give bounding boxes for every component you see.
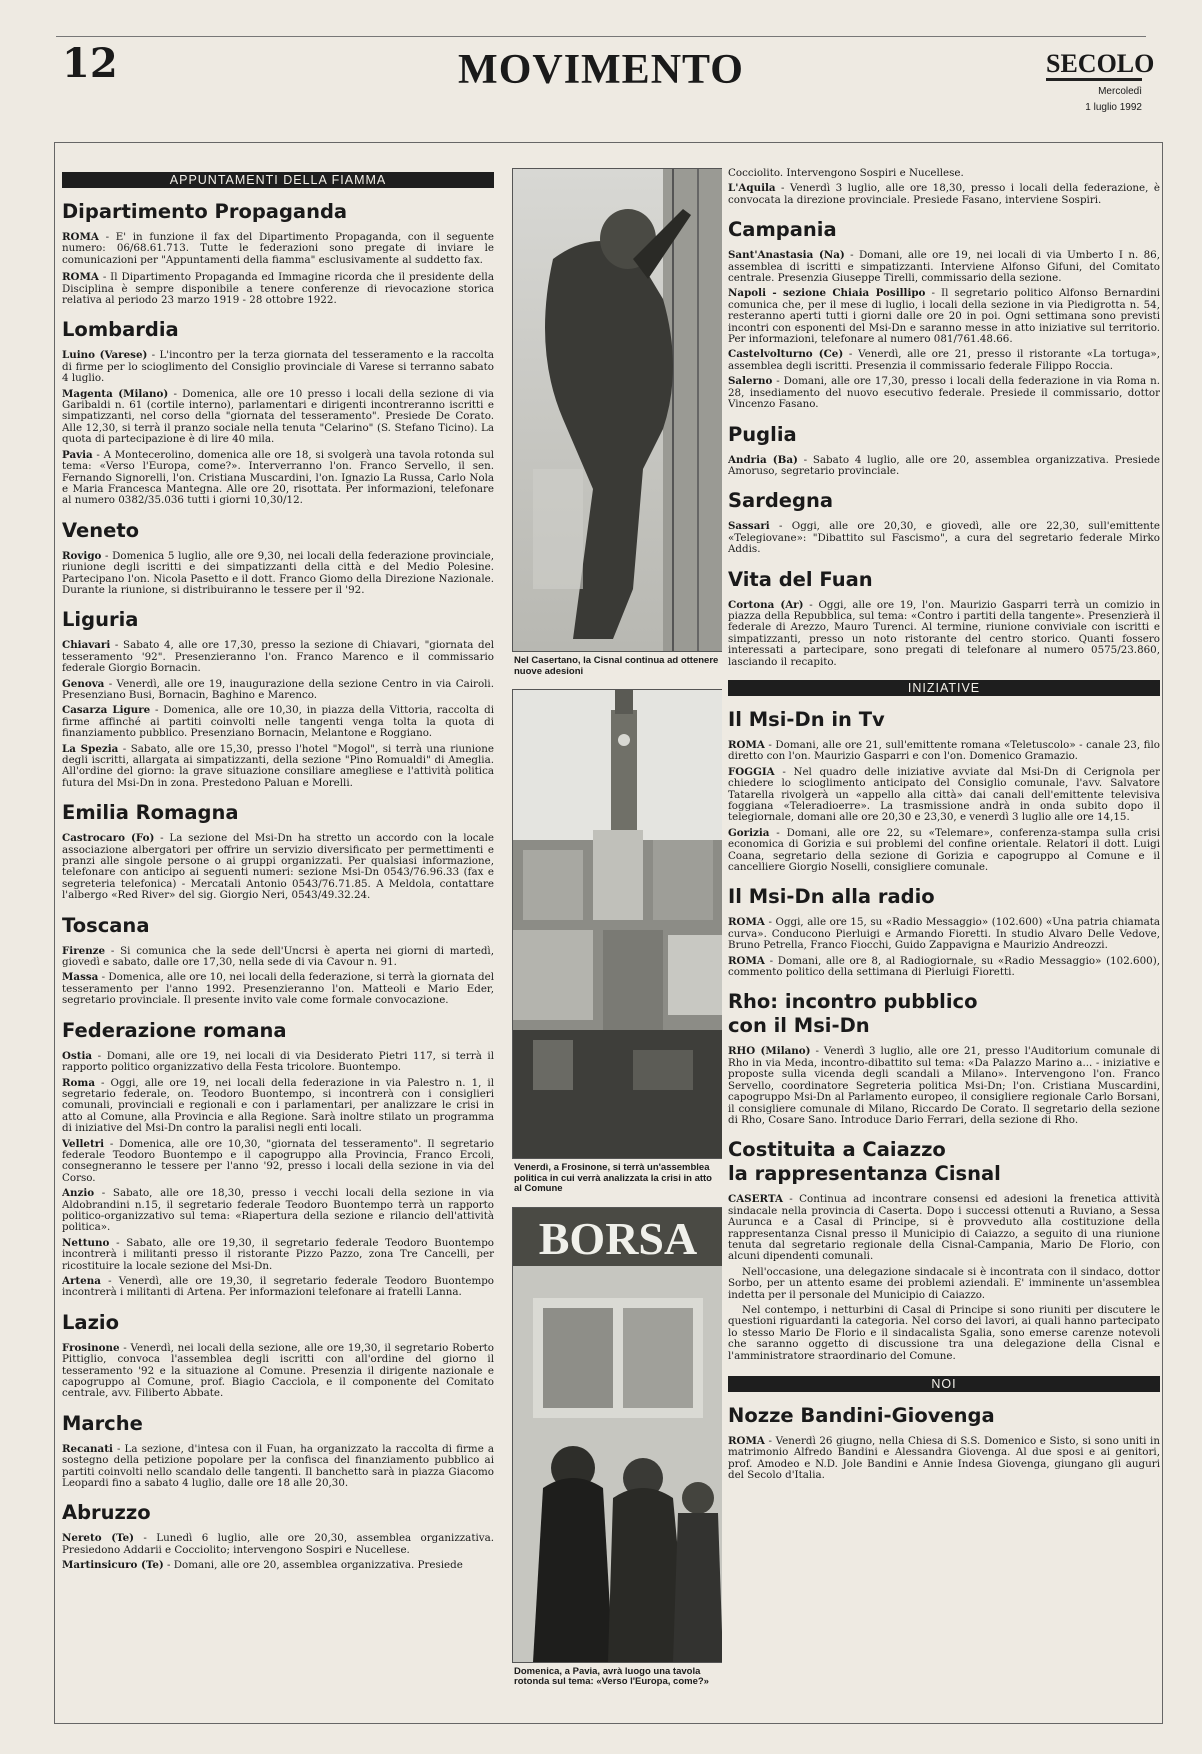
item-paragraph (728, 600, 1160, 668)
item-place: ROMA (728, 916, 765, 929)
item-place: ROMA (728, 738, 765, 751)
item-place: Nettuno (62, 1236, 110, 1249)
continued-text: Cocciolito. Intervengono Sospiri e Nucellese. (728, 168, 964, 179)
item-paragraph (62, 972, 494, 1006)
item-paragraph (728, 250, 1160, 284)
heading-campania: Campania (728, 218, 837, 242)
item-place: L'Aquila (728, 182, 776, 195)
left-column (62, 168, 494, 1718)
item-place: Nereto (Te) (62, 1532, 135, 1545)
heading-msi-radio: Il Msi-Dn alla radio (728, 885, 935, 909)
heading-msi-tv: Il Msi-Dn in Tv (728, 707, 885, 731)
masthead (1046, 49, 1155, 113)
item-text: - Oggi, alle ore 15, su «Radio Messaggio» (102.600) «Una patria chiamata curva». Conducono Pierluigi e Armando Fioretti. In studio Alvaro Delle Vedove, Bruno Petrella, Franco Fiocchi, Guido Zappavigna e Maurizio Andreozzi. (728, 916, 1160, 952)
item-place: Frosinone (62, 1341, 120, 1354)
item-paragraph (728, 956, 1160, 979)
item-paragraph (728, 1046, 1160, 1126)
item-paragraph (728, 349, 1160, 372)
item-paragraph (62, 679, 494, 702)
item-paragraph (62, 1276, 494, 1299)
section-title: MOVIMENTO (458, 47, 744, 93)
item-paragraph (62, 450, 494, 507)
item-text: - Sabato, alle ore 15,30, presso l'hotel "Mogol", si terrà una riunione degli iscritti, allargata ai simpatizzanti, della sezione "Pino Romualdi" di Ameglia. All'ordine del giorno: la grave situazione consiliare amegliese e l'attività politica futura del Msi-Dn in zona. Prestedono Paluan e Morelli. (62, 742, 494, 789)
item-text: - Si comunica che la sede dell'Uncrsi è aperta nei giorni di martedì, giovedì e sabato, dalle ore 17,30, nella sede di via Cavour n. 91. (62, 944, 494, 969)
heading-puglia: Puglia (728, 422, 797, 446)
item-paragraph (62, 1444, 494, 1490)
item-place: CASERTA (728, 1193, 783, 1206)
item-paragraph (62, 640, 494, 674)
heading-nozze: Nozze Bandini-Giovenga (728, 1404, 995, 1427)
item-place: ROMA (62, 231, 99, 243)
item-paragraph (62, 1051, 494, 1074)
item-place: Martinsicuro (Te) (62, 1559, 164, 1572)
photo-caption-3: Domenica, a Pavia, avrà luogo una tavola rotonda sul tema: «Verso l'Europa, come?» (514, 1665, 709, 1687)
item-place: Luino (Varese) (62, 349, 148, 362)
date-weekday: Mercoledì (1098, 86, 1142, 97)
heading-rho-line1: Rho: incontro pubblico (728, 990, 978, 1014)
photo-column (512, 168, 722, 1718)
item-text: - La sezione del Msi-Dn ha stretto un accordo con la locale associazione albergatori per offrire un servizio diversificato per permettimenti e pranzi alle singole persone o ai gruppi organizzati. Per qualsiasi informazione, telefonare con anticipo ai seguenti numeri: sezione Msi-Dn 0543/76.96.33 (fax e segreteria telefonica) - Mercatali Antonio 0543/76.71.85. A Meldola, contattare l'albergo «Red River» del sig. Giorgio Neri, 0543/49.32.24. (62, 832, 494, 902)
body-paragraph: Nell'occasione, una delegazione sindacale si è incontrata con il sindaco, dottor Sorbo, per un attento esame dei problemi aziendali. E' imminente un'assemblea indetta per il personale del Municipio di Caiazzo. (728, 1265, 1160, 1301)
item-place: Artena (62, 1275, 101, 1287)
top-rule (56, 36, 1146, 37)
item-paragraph (728, 376, 1160, 410)
item-text: - Il Dipartimento Propaganda ed Immagine ricorda che il presidente della Disciplina è sempre disponibile a tenere conferenze di rievocazione storica relativa al periodo 23 marzo 1919 - 28 ottobre 1922. (62, 271, 494, 307)
item-place: Roma (62, 1076, 95, 1089)
item-place: Gorizia (728, 826, 770, 839)
item-text: - Domani, alle ore 20, assemblea organizzativa. Presiede (163, 1559, 463, 1572)
heading-lazio: Lazio (62, 1310, 120, 1334)
item-paragraph (62, 1560, 494, 1571)
item-text: - Sabato, alle ore 18,30, presso i vecchi locali della sezione in via Aldobrandini n.15, il segretario federale Teodoro Buontempo terrà un rapporto politico-organizzativo sul tema: «Riapertura della sezione e rilancio dell'attività politica». (62, 1187, 494, 1234)
noi-banner: NOI (728, 1376, 1160, 1392)
item-paragraph (62, 1533, 494, 1556)
item-paragraph (728, 183, 1160, 206)
heading-veneto: Veneto (62, 518, 140, 542)
body-paragraph: Nel contempo, i netturbini di Casal di Principe si sono riuniti per discutere le questioni riguardanti la categoria. Nel corso dei lavori, ai quali hanno partecipato lo stesso Mario De Florio e il sindacalista Sgalia, sono emerse carenze notevoli che saranno oggetto di discussione tra una delegazione della Cisnal e l'amministratore straordinario del Comune. (728, 1303, 1160, 1362)
item-place: Recanati (62, 1442, 113, 1455)
item-place: La Spezia (62, 742, 119, 755)
item-paragraph (728, 828, 1160, 874)
item-place: Sassari (728, 520, 770, 533)
heading-dipartimento: Dipartimento Propaganda (62, 200, 348, 223)
item-paragraph (62, 1343, 494, 1400)
item-place: Massa (62, 971, 99, 984)
page-number: 12 (62, 40, 118, 87)
item-paragraph (62, 272, 494, 306)
item-place: Casarza Ligure (62, 704, 151, 717)
item-text: - Domani, alle ore 22, su «Telemare», conferenza-stampa sulla crisi economica di Gorizia e sui problemi del confine orientale. Relatori il dott. Luigi Coana, segretario della sezione di Gorizia e capogruppo al Comune e il cancelliere Giorgio Noselli, consigliere comunale. (728, 826, 1160, 874)
photo-borsa (512, 1207, 722, 1663)
item-place: Velletri (62, 1137, 105, 1150)
item-place: RHO (Milano) (728, 1045, 811, 1058)
item-paragraph (728, 917, 1160, 951)
item-text: - Oggi, alle ore 19, nei locali della federazione in via Palestro n. 1, il segretario federale, on. Teodoro Buontempo, si incontrerà con i consiglieri comunali, provinciali e regionali e con i parlamentari, per analizzare le crisi in atto al Comune, alla Provincia e alla Regione. Sarà inoltre stilato un programma di iniziative del Msi-Dn contro la paralisi negli enti locali. (62, 1076, 494, 1135)
item-paragraph (62, 833, 494, 901)
photo-caption-1: Nel Casertano, la Cisnal continua ad ottenere nuove adesioni (514, 655, 719, 677)
item-place: Pavia (62, 448, 93, 461)
item-place: Castelvolturno (Ce) (728, 348, 844, 361)
item-text: - Domani, alle ore 19, nei locali di via Desiderato Pietri 117, si terrà il rapporto politico organizzativo della Festa tricolore. Buontempo. (62, 1049, 494, 1074)
worker-photo-image (513, 169, 722, 651)
item-place: Firenze (62, 944, 106, 957)
item-paragraph (728, 521, 1160, 555)
item-paragraph (62, 232, 494, 266)
borsa-photo-image (513, 1208, 722, 1662)
item-place: Cortona (Ar) (728, 598, 804, 611)
borsa-sign-text: BORSA (538, 1212, 698, 1264)
item-place: Napoli - sezione Chiaia Posillipo (728, 287, 926, 300)
heading-marche: Marche (62, 1411, 143, 1435)
heading-cisnal-line1: Costituita a Caiazzo (728, 1138, 946, 1162)
item-paragraph (728, 1436, 1160, 1482)
item-paragraph (728, 288, 1160, 345)
item-text: - A Montecerolino, domenica alle ore 18, si svolgerà una tavola rotonda sul tema: «Verso l'Europa, come?». Interverranno l'on. Franco Servello, il sen. Fernando Signorelli, l'on. Cristiana Muscardini, l'on. Ignazio La Russa, Carlo Nola e Maria Francesca Mantegna. Alle ore 20, risottata. Per informazioni, telefonare al numero 0382/35.036 tutti i giorni 10,30/12. (62, 448, 494, 507)
item-text: - Venerdì 3 luglio, alle ore 21, presso l'Auditorium comunale di Rho in via Meda, incontro-dibattito sul tema: «Da Palazzo Marino a... - iniziative e proposte sulla vicenda degli scandali a Milano». Intervengono l'on. Franco Servello, coordinatore Segreteria politica Msi-Dn; l'on. Cristiana Muscardini, capogruppo Msi-Dn al Parlamento europeo, il consigliere regionale Carlo Borsani, il consigliere comunale di Milano, Riccardo De Corato. Il segretario della sezione di Rho, Cosare Sano. Introduce Dario Ferrari, della sezione di Rho. (728, 1045, 1160, 1126)
item-text: - Domani, alle ore 8, al Radiogiornale, su «Radio Messaggio» (102.600), commento politico della settimana di Pierluigi Fioretti. (728, 954, 1160, 979)
item-text: - Domenica 5 luglio, alle ore 9,30, nei locali della federazione provinciale, riunione degli iscritti e dei simpatizzanti della città e del Medio Polesine. Partecipano l'on. Nicola Pasetto e il dott. Franco Giomo della Direzione Nazionale. Durante la riunione, si distribuiranno le tessere per il '92. (62, 549, 494, 596)
item-place: Ostia (62, 1049, 93, 1062)
town-photo-image (513, 690, 722, 1158)
item-paragraph (62, 1139, 494, 1185)
item-text: - Venerdì, nei locali della sezione, alle ore 19,30, il segretario Roberto Pittiglio, convoca l'assemblea degli iscritti con all'ordine del giorno il tesseramento '92 e la situazione al Comune. Presenzia il dirigente nazionale e capogruppo al Comune, prof. Biagio Cacciola, e il componente del Comitato centrale, avv. Filiberto Abbate. (62, 1341, 494, 1400)
item-paragraph (62, 551, 494, 597)
item-text: - Sabato, alle ore 19,30, il segretario federale Teodoro Buontempo incontrerà i militanti presso il ristorante Pizzo Pazzo, zona Tre Cancelli, per ricostituire la locale sezione del Msi-Dn. (62, 1236, 494, 1272)
heading-abruzzo: Abruzzo (62, 1501, 151, 1525)
photo-worker (512, 168, 722, 652)
item-text: - Domani, alle ore 21, sull'emittente romana «Teletuscolo» - canale 23, filo diretto con l'on. Maurizio Gasparri e con l'on. Domenico Gramazio. (728, 738, 1160, 763)
item-place: Castrocaro (Fo) (62, 832, 155, 845)
item-place: Anzio (62, 1187, 95, 1200)
item-paragraph (62, 350, 494, 384)
heading-toscana: Toscana (62, 913, 150, 937)
newspaper-logo: SECOLO (1046, 50, 1142, 81)
item-text: - Venerdì, alle ore 19, inaugurazione della sezione Centro in via Cairoli. Presenziano Busi, Bornacin, Baghino e Marenco. (62, 677, 494, 701)
item-place: FOGGIA (728, 765, 775, 778)
appuntamenti-banner: APPUNTAMENTI DELLA FIAMMA (62, 172, 494, 188)
item-text: - Nel quadro delle iniziative avviate dal Msi-Dn di Cerignola per chiedere lo scioglimento anticipato del Consiglio comunale, l'avv. Salvatore Tatarella rivolgerà un «appello alla città» dai canali dell'emittente televisiva foggiana «Teleradioerre». La trasmissione andrà in onda subito dopo il telegiornale, domani alle ore 20,30 e 23,30, e venerdì 3 luglio alle ore 14,15. (728, 765, 1160, 824)
item-place: ROMA (728, 1435, 765, 1447)
heading-emilia-romagna: Emilia Romagna (62, 801, 239, 825)
item-text: - Oggi, alle ore 20,30, e giovedì, alle ore 22,30, sull'emittente «Telegiovane»: "Dibattito sul Fascismo", a cura del segretario federale Mirko Addis. (728, 520, 1160, 556)
item-text: - Domani, alle ore 19, nei locali di via Umberto I n. 86, assemblea di iscritti e simpatizzanti. Interviene Alfonso Gifuni, del Comitato centrale. Presenzia Giuseppe Tirelli, commissario della sezione. (728, 249, 1160, 285)
item-text: - L'incontro per la terza giornata del tesseramento e la raccolta di firme per lo scioglimento del Consiglio provinciale di Varese si terranno sabato 4 luglio. (62, 349, 494, 385)
heading-liguria: Liguria (62, 608, 139, 632)
item-text: - La sezione, d'intesa con il Fuan, ha organizzato la raccolta di firme a sostegno della petizione popolare per la confisca del finanziamento pubblico ai partiti coinvolti nello scandalo delle tangenti. Il banchetto sarà in piazza Giacomo Leopardi fino a sabato 4 luglio, dalle ore 18 alle 20,30. (62, 1442, 494, 1490)
item-text: - Venerdì 26 giugno, nella Chiesa di S.S. Domenico e Sisto, si sono uniti in matrimonio Alfredo Bandini e Alessandra Giovenga. Al due sposi e ai genitori, prof. Amodeo e N.D. Jole Bandini e Annie Indesa Giovenga, giungano gli auguri del Secolo d'Italia. (728, 1435, 1160, 1482)
item-place: Genova (62, 677, 105, 690)
item-place: Chiavari (62, 639, 111, 652)
item-text: - Domenica, alle ore 10 presso i locali della sezione di via Garibaldi n. 61 (cortile interno), parlamentari e dirigenti incontreranno iscritti e simpatizzanti, nel corso della "giornata del tesseramento". Presiede De Corato. Alle 12,30, si terrà il pranzo sociale nella tenuta "Celarino" (S. Stefano Ticino). La quota di partecipazione è di lire 40 mila. (62, 387, 494, 446)
item-paragraph (62, 946, 494, 969)
photo-caption-2: Venerdì, a Frosinone, si terrà un'assemblea politica in cui verrà analizzata la crisi in atto al Comune (514, 1162, 712, 1194)
item-text: - Sabato 4, alle ore 17,30, presso la sezione di Chiavari, "giornata del tesseramento '92". Presenzieranno l'on. Franco Marenco e il commissario federale Giorgio Bornacin. (62, 639, 494, 675)
item-paragraph (728, 740, 1160, 763)
item-paragraph (62, 389, 494, 446)
item-paragraph (728, 1194, 1160, 1262)
item-text: - E' in funzione il fax del Dipartimento Propaganda, con il seguente numero: 06/68.61.713. Tutte le federazioni sono pregate di inviare le comunicazioni per "Appuntamenti della fiamma" esclusivamente al suddetto fax. (62, 231, 494, 266)
photo-town (512, 689, 722, 1159)
heading-rho-line2: con il Msi-Dn (728, 1014, 870, 1038)
item-text: - Venerdì, alle ore 19,30, il segretario federale Teodoro Buontempo incontrerà i militanti di Artena. Per informazioni telefonare ai fratelli Lanna. (62, 1275, 494, 1299)
heading-lombardia: Lombardia (62, 318, 179, 342)
item-text: - Continua ad incontrare consensi ed adesioni la frenetica attività sindacale nella provincia di Caserta. Dopo i successi ottenuti a Ruviano, a Sessa Aurunca e a Casal di Principe, si è provveduto alla costituzione della rappresentanza Cisnal presso il Municipio di Caiazzo, a seguito di una riunione tenuta dal segretario regionale della Cisnal-Campania, Mario De Florio, con alcuni dipendenti comunali. (728, 1193, 1160, 1263)
item-paragraph (62, 1238, 494, 1272)
heading-cisnal (728, 1138, 1160, 1186)
item-place: ROMA (728, 954, 765, 967)
right-column (728, 168, 1160, 1718)
item-text: - Sabato 4 luglio, alle ore 20, assemblea organizzativa. Presiede Amoruso, segretario provinciale. (728, 453, 1160, 477)
item-paragraph (62, 1078, 494, 1135)
item-place: Sant'Anastasia (Na) (728, 249, 845, 262)
item-paragraph (62, 1188, 494, 1234)
item-place: ROMA (62, 271, 99, 284)
item-text: - Domenica, alle ore 10, nei locali della federazione, si terrà la giornata del tesseramento per l'anno 1992. Presenzieranno l'on. Matteoli e Mario Eder, segretario provinciale. Il presente invito vale come formale convocazione. (62, 971, 494, 1007)
item-text: - Domenica, alle ore 10,30, in piazza della Vittoria, raccolta di firme affinché ai partiti coinvolti nelle tangenti venga tolta la quota di finanziamento pubblico. Presenziano Bornacin, Melantone e Roggiano. (62, 704, 494, 740)
item-place: Andria (Ba) (728, 453, 798, 466)
heading-cisnal-line2: la rappresentanza Cisnal (728, 1162, 1001, 1186)
item-text: - Venerdì, alle ore 21, presso il ristorante «La tortuga», assemblea degli iscritti. Presenzia il commissario federale Filippo Roccia. (728, 348, 1160, 372)
item-paragraph (728, 455, 1160, 478)
item-text: - Venerdì 3 luglio, alle ore 18,30, presso i locali della federazione, è convocata la direzione provinciale. Presiede Fasano, interviene Sospiri. (728, 182, 1160, 206)
item-text: - Domenica, alle ore 10,30, "giornata del tesseramento". Il segretario federale Teodoro Buontempo e il capogruppo alla Provincia, Franco Ercoli, consegneranno le tessere per l'anno '92, presso i locali della sezione in via del Corso. (62, 1137, 494, 1184)
item-paragraph (62, 744, 494, 790)
item-paragraph (728, 767, 1160, 824)
item-text: - Lunedì 6 luglio, alle ore 20,30, assemblea organizzativa. Presiedono Addarii e Cocciolito; intervengono Sospiri e Nucellese. (62, 1532, 494, 1556)
heading-vita-del-fuan: Vita del Fuan (728, 567, 873, 591)
item-paragraph (62, 705, 494, 739)
item-text: - Domani, alle ore 17,30, presso i locali della federazione in via Roma n. 28, insediamento del nuovo esecutivo federale. Presiede il commissario, dottor Vincenzo Fasano. (728, 375, 1160, 411)
item-text: - Il segretario politico Alfonso Bernardini comunica che, per il mese di luglio, i locali della sezione in via Piedigrotta n. 54, resteranno aperti tutti i giorni dalle ore 20 in poi. Ogni settimana sono previsti incontri con esponenti del Msi-Dn e saranno messe in atto iniziative sul territorio. Per informazioni, telefonare al numero 081/761.48.66. (728, 287, 1160, 346)
item-place: Magenta (Milano) (62, 387, 169, 400)
item-place: Rovigo (62, 549, 102, 562)
heading-sardegna: Sardegna (728, 489, 834, 513)
date-full: 1 luglio 1992 (1085, 102, 1142, 113)
iniziative-banner: INIZIATIVE (728, 680, 1160, 696)
heading-federazione-romana: Federazione romana (62, 1018, 287, 1042)
heading-rho (728, 990, 1160, 1038)
item-text: - Oggi, alle ore 19, l'on. Maurizio Gasparri terrà un comizio in piazza della Repubblica, sul tema: «Contro i partiti della tangente». Presenzierà il federale di Arezzo, Mauro Turenci. Al termine, riunione conviviale con iscritti e simpatizzanti, presso un noto ristorante del centro storico. Quanti fossero interessati a partecipare, sono pregati di telefonare al numero 0575/23.860, lasciando il recapito. (728, 598, 1160, 668)
item-place: Salerno (728, 375, 773, 388)
